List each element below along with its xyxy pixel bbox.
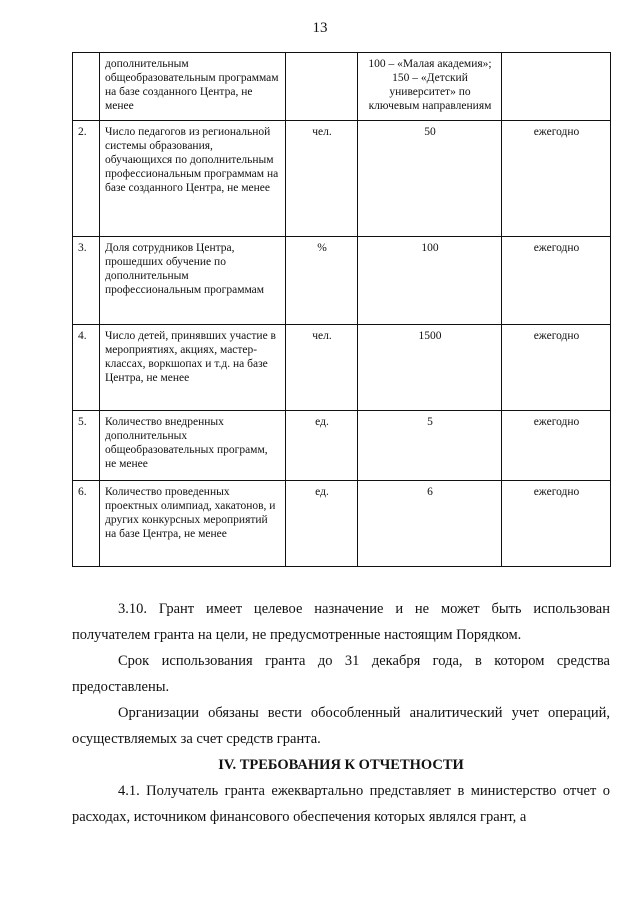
unit-of-measure: %	[286, 237, 358, 325]
table-row	[73, 53, 611, 121]
unit-of-measure: чел.	[286, 121, 358, 237]
row-number	[73, 53, 100, 121]
indicator-name: Количество проведенных проектных олимпиад, хакатонов, и других конкурсных мероприятий на базе Центра, не менее	[100, 481, 286, 567]
indicator-value: 50	[358, 121, 502, 237]
indicator-value: 100	[358, 237, 502, 325]
indicator-value: 5	[358, 411, 502, 481]
table-row	[73, 325, 611, 411]
indicator-period: ежегодно	[502, 411, 611, 481]
indicator-value: 1500	[358, 325, 502, 411]
row-number: 3.	[73, 237, 100, 325]
indicator-period: ежегодно	[502, 237, 611, 325]
row-number: 4.	[73, 325, 100, 411]
row-number: 5.	[73, 411, 100, 481]
indicator-value: 100 – «Малая академия»; 150 – «Детский университет» по ключевым направлениям	[358, 53, 502, 121]
paragraph-grant-term: Срок использования гранта до 31 декабря года, в котором средства предоставлены.	[72, 653, 610, 695]
indicator-value: 6	[358, 481, 502, 567]
table-row	[73, 411, 611, 481]
paragraph-4-1: 4.1. Получатель гранта ежеквартально представляет в министерство отчет о расходах, источником финансового обеспечения которых являлся грант, а	[72, 783, 610, 825]
table-row	[73, 237, 611, 325]
indicator-period: ежегодно	[502, 121, 611, 237]
table-row	[73, 481, 611, 567]
indicator-name: Количество внедренных дополнительных общеобразовательных программ, не менее	[100, 411, 286, 481]
row-number: 6.	[73, 481, 100, 567]
unit-of-measure	[286, 53, 358, 121]
indicator-period: ежегодно	[502, 481, 611, 567]
row-number: 2.	[73, 121, 100, 237]
indicator-period: ежегодно	[502, 325, 611, 411]
unit-of-measure: ед.	[286, 481, 358, 567]
indicator-period	[502, 53, 611, 121]
indicator-name: дополнительным общеобразовательным программам на базе созданного Центра, не менее	[100, 53, 286, 121]
indicator-name: Число педагогов из региональной системы образования, обучающихся по дополнительным профессиональным программам на базе созданного Центра, не менее	[100, 121, 286, 237]
paragraph-accounting: Организации обязаны вести обособленный аналитический учет операций, осуществляемых за счет средств гранта.	[72, 705, 610, 747]
indicator-name: Число детей, принявших участие в мероприятиях, акциях, мастер-классах, воркшопах и т.д. на базе Центра, не менее	[100, 325, 286, 411]
paragraph-3-10: 3.10. Грант имеет целевое назначение и не может быть использован получателем гранта на цели, не предусмотренные настоящим Порядком.	[72, 601, 610, 643]
page-number: 13	[312, 20, 328, 36]
unit-of-measure: чел.	[286, 325, 358, 411]
body-text	[72, 596, 610, 830]
unit-of-measure: ед.	[286, 411, 358, 481]
section-heading: IV. ТРЕБОВАНИЯ К ОТЧЕТНОСТИ	[218, 757, 464, 773]
indicator-name: Доля сотрудников Центра, прошедших обучение по дополнительным профессиональным программам	[100, 237, 286, 325]
indicators-table	[72, 52, 611, 567]
table-row	[73, 121, 611, 237]
